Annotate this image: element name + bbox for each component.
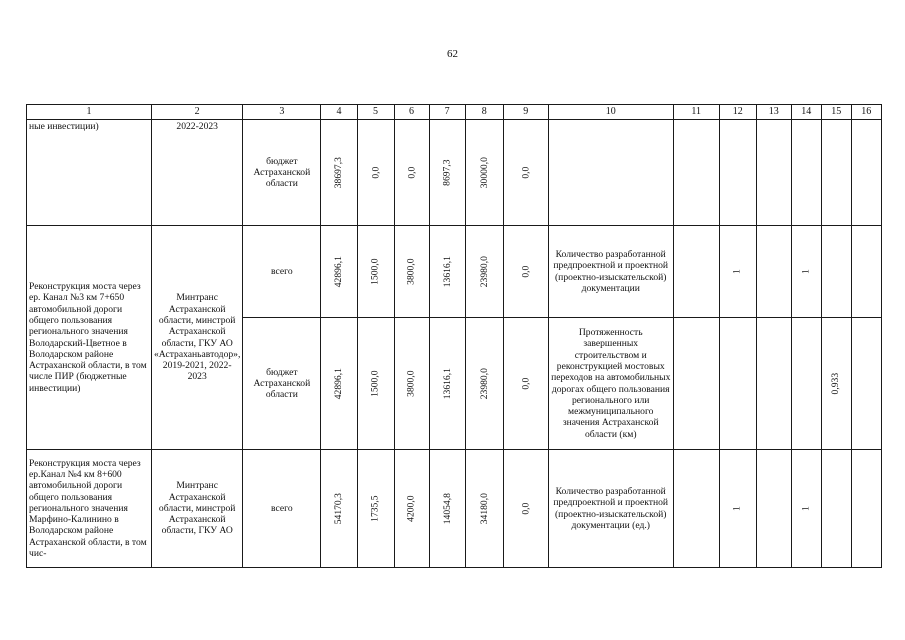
header-cell: 3 [243, 105, 321, 120]
empty-cell [673, 318, 719, 450]
header-row [27, 105, 882, 120]
amount-cell: 0,0 [357, 120, 394, 226]
table-row [27, 450, 882, 568]
empty-cell [851, 450, 881, 568]
header-cell: 16 [851, 105, 881, 120]
amount-cell: 1500,0 [357, 226, 394, 318]
table-row [27, 226, 882, 318]
amount-cell: 54170,3 [321, 450, 357, 568]
empty-cell [851, 120, 881, 226]
amount-cell: 3800,0 [394, 318, 429, 450]
page-number: 62 [447, 48, 458, 60]
object-name-cell: ные инвестиции) [27, 120, 152, 226]
table-row [27, 120, 882, 226]
empty-cell [673, 226, 719, 318]
amount-cell: 13616,1 [429, 226, 465, 318]
executor-cell: Минтранс Астраханской области, минстрой Астраханской области, ГКУ АО [152, 450, 243, 568]
value-cell: 0,933 [821, 318, 851, 450]
indicator-cell: Протяженность завершенных строительством и реконструкцией мостовых переходов на автомобильных дорогах общего пользования регионального или межмуниципального значения Астраханской области (км) [548, 318, 673, 450]
empty-cell [851, 318, 881, 450]
amount-cell: 0,0 [503, 120, 548, 226]
header-cell: 6 [394, 105, 429, 120]
amount-cell: 38697,3 [321, 120, 357, 226]
value-cell [791, 120, 821, 226]
empty-cell [756, 318, 791, 450]
empty-cell [673, 450, 719, 568]
header-cell: 4 [321, 105, 357, 120]
amount-cell: 0,0 [503, 318, 548, 450]
header-cell: 12 [719, 105, 756, 120]
budget-table [26, 104, 882, 568]
value-cell [821, 120, 851, 226]
empty-cell [756, 450, 791, 568]
value-cell [719, 318, 756, 450]
value-cell: 1 [719, 226, 756, 318]
header-cell: 11 [673, 105, 719, 120]
indicator-cell: Количество разработанной предпроектной и проектной (проектно-изыскательской) документации (ед.) [548, 450, 673, 568]
value-cell [719, 120, 756, 226]
value-cell: 1 [791, 450, 821, 568]
amount-cell: 42896,1 [321, 318, 357, 450]
header-cell: 9 [503, 105, 548, 120]
amount-cell: 0,0 [503, 226, 548, 318]
value-cell [821, 450, 851, 568]
header-cell: 8 [465, 105, 503, 120]
amount-cell: 4200,0 [394, 450, 429, 568]
executor-cell: Минтранс Астраханской области, минстрой Астраханской области, ГКУ АО «Астраханьавтодор», 2019-2021, 2022-2023 [152, 226, 243, 450]
header-cell: 2 [152, 105, 243, 120]
header-cell: 10 [548, 105, 673, 120]
value-cell [821, 226, 851, 318]
value-cell: 1 [791, 226, 821, 318]
amount-cell: 1500,0 [357, 318, 394, 450]
object-name-cell: Реконструкция моста через ер. Канал №3 км 7+650 автомобильной дороги общего пользования регионального значения Володарский-Цветное в Володарском районе Астраханской области, в том числе ПИР (бюджетные инвестиции) [27, 226, 152, 450]
empty-cell [673, 120, 719, 226]
amount-cell: 34180,0 [465, 450, 503, 568]
value-cell [791, 318, 821, 450]
amount-cell: 23980,0 [465, 226, 503, 318]
funding-source-cell: всего [243, 226, 321, 318]
header-cell: 5 [357, 105, 394, 120]
amount-cell: 0,0 [394, 120, 429, 226]
funding-source-cell: бюджет Астраханской области [243, 120, 321, 226]
value-cell: 1 [719, 450, 756, 568]
empty-cell [756, 226, 791, 318]
funding-source-cell: всего [243, 450, 321, 568]
header-cell: 7 [429, 105, 465, 120]
funding-source-cell: бюджет Астраханской области [243, 318, 321, 450]
amount-cell: 42896,1 [321, 226, 357, 318]
amount-cell: 1735,5 [357, 450, 394, 568]
indicator-cell [548, 120, 673, 226]
object-name-cell: Реконструкция моста через ер.Канал №4 км 8+600 автомобильной дороги общего пользования регионального значения Марфино-Калинино в Володарском районе Астраханской области, в том чис- [27, 450, 152, 568]
amount-cell: 30000,0 [465, 120, 503, 226]
header-cell: 14 [791, 105, 821, 120]
amount-cell: 13616,1 [429, 318, 465, 450]
amount-cell: 14054,8 [429, 450, 465, 568]
amount-cell: 0,0 [503, 450, 548, 568]
empty-cell [756, 120, 791, 226]
header-cell: 1 [27, 105, 152, 120]
executor-cell: 2022-2023 [152, 120, 243, 226]
empty-cell [851, 226, 881, 318]
amount-cell: 8697,3 [429, 120, 465, 226]
indicator-cell: Количество разработанной предпроектной и проектной (проектно-изыскательской) документации [548, 226, 673, 318]
amount-cell: 3800,0 [394, 226, 429, 318]
amount-cell: 23980,0 [465, 318, 503, 450]
header-cell: 13 [756, 105, 791, 120]
header-cell: 15 [821, 105, 851, 120]
